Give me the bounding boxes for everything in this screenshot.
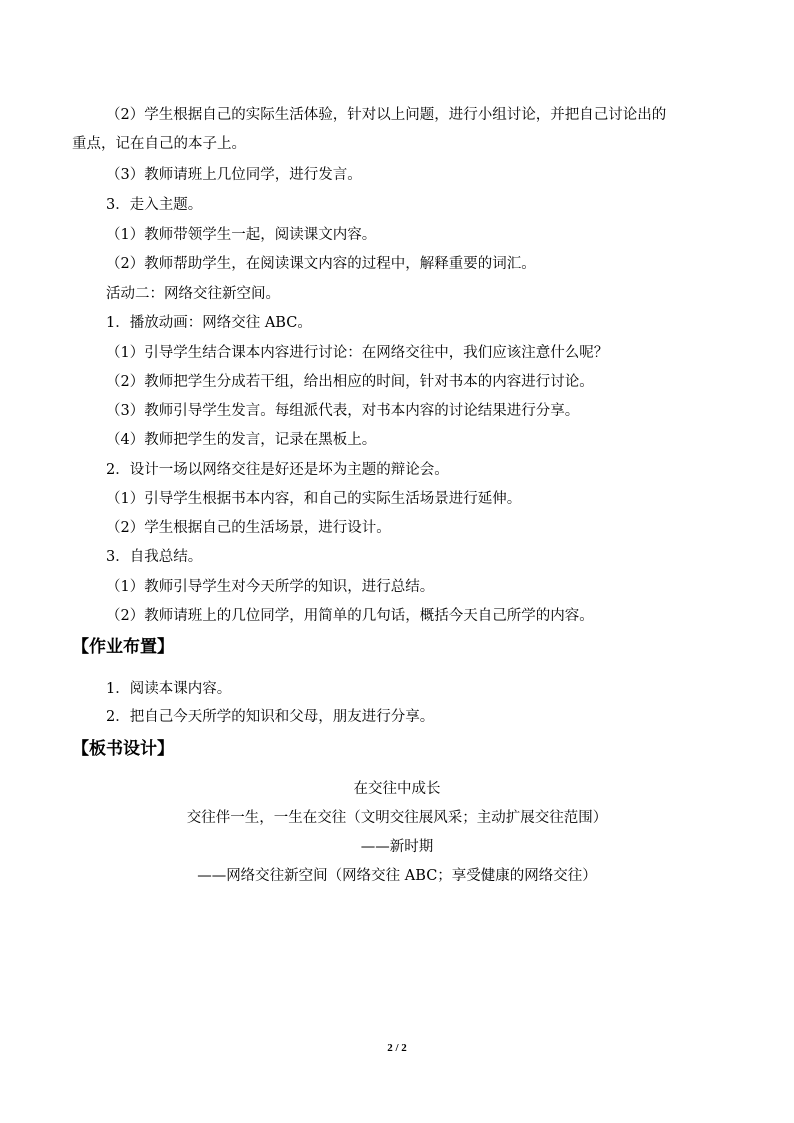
board-line: ——新时期 (360, 839, 434, 855)
board-line: 交往伴一生，一生在交往（文明交往展风采；主动扩展交往范围） (186, 810, 608, 826)
board-line: ——网络交往新空间（网络交往 ABC；享受健康的网络交往） (197, 868, 597, 884)
body-line: 1．播放动画：网络交往 ABC。 (106, 315, 312, 331)
body-line: 3．走入主题。 (106, 197, 203, 213)
body-line: （3）教师引导学生发言。每组派代表，对书本内容的讨论结果进行分享。 (106, 403, 580, 419)
body-line: （1）教师引导学生对今天所学的知识，进行总结。 (106, 579, 435, 595)
body-line: （1）引导学生结合课本内容进行讨论：在网络交往中，我们应该注意什么呢？ (106, 345, 609, 361)
body-line: （2）教师把学生分成若干组，给出相应的时间，针对书本的内容进行讨论。 (106, 374, 594, 390)
body-line: （2）教师请班上的几位同学，用简单的几句话，概括今天自己所学的内容。 (106, 608, 594, 624)
body-line: 重点，记在自己的本子上。 (72, 136, 246, 152)
body-line: 2．设计一场以网络交往是好还是坏为主题的辩论会。 (106, 462, 449, 478)
body-line: （2）学生根据自己的生活场景，进行设计。 (106, 520, 391, 536)
body-line: （3）教师请班上几位同学，进行发言。 (106, 167, 362, 183)
body-line: （2）学生根据自己的实际生活体验，针对以上问题，进行小组讨论，并把自己讨论出的 (106, 107, 667, 123)
homework-item: 1．阅读本课内容。 (106, 681, 232, 697)
body-line: 3．自我总结。 (106, 549, 203, 565)
page-number: 2 / 2 (387, 1042, 407, 1054)
body-line: （1）教师带领学生一起，阅读课文内容。 (106, 227, 377, 243)
body-line: 活动二：网络交往新空间。 (106, 286, 280, 302)
homework-heading: 【作业布置】 (72, 637, 174, 657)
homework-item: 2．把自己今天所学的知识和父母，朋友进行分享。 (106, 709, 435, 725)
board-heading: 【板书设计】 (72, 739, 174, 759)
body-line: （2）教师帮助学生，在阅读课文内容的过程中，解释重要的词汇。 (106, 256, 536, 272)
body-line: （4）教师把学生的发言，记录在黑板上。 (106, 432, 377, 448)
board-title: 在交往中成长 (353, 781, 441, 797)
body-line: （1）引导学生根据书本内容，和自己的实际生活场景进行延伸。 (106, 491, 522, 507)
